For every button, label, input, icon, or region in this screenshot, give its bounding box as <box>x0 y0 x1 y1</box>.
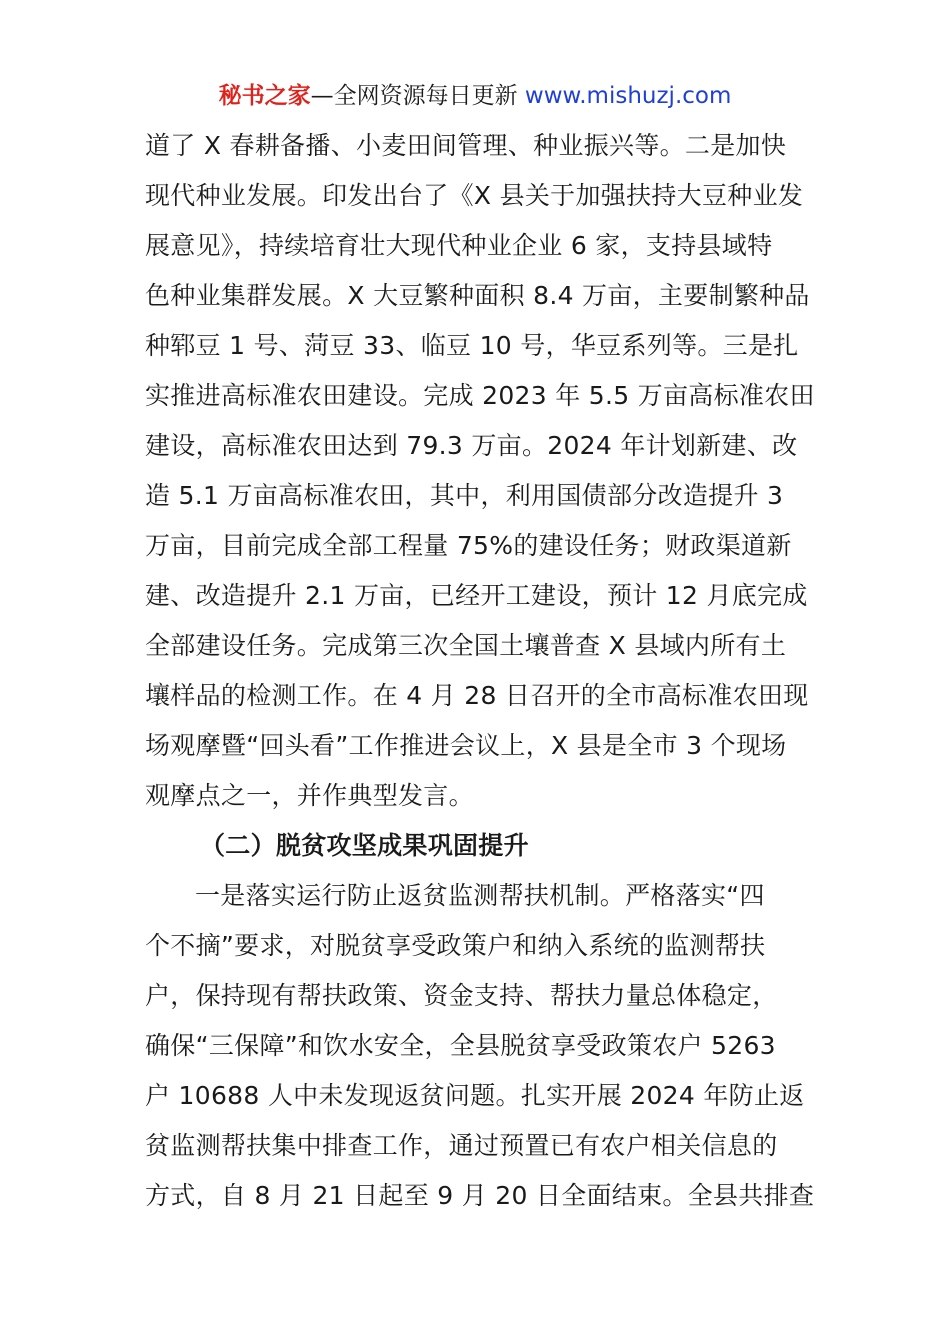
paragraph-line: 贫监测帮扶集中排查工作，通过预置已有农户相关信息的 <box>145 1131 778 1160</box>
paragraph-line: 万亩，目前完成全部工程量 75%的建设任务；财政渠道新 <box>145 531 792 560</box>
site-tagline: —全网资源每日更新 <box>310 83 525 109</box>
site-brand: 秘书之家 <box>218 83 311 109</box>
paragraph-line: 实推进高标准农田建设。完成 2023 年 5.5 万亩高标准农田 <box>145 381 815 410</box>
paragraph-line: 全部建设任务。完成第三次全国土壤普查 X 县域内所有土 <box>145 631 787 660</box>
paragraph-line: 个不摘”要求，对脱贫享受政策户和纳入系统的监测帮扶 <box>145 931 766 960</box>
paragraph-line: 建、改造提升 2.1 万亩，已经开工建设，预计 12 月底完成 <box>145 581 808 610</box>
document-body <box>145 121 815 1221</box>
paragraph-line: 方式，自 8 月 21 日起至 9 月 20 日全面结束。全县共排查 <box>145 1181 815 1210</box>
paragraph-line: 现代种业发展。印发出台了《X 县关于加强扶持大豆种业发 <box>145 181 804 210</box>
paragraph-line: 种郓豆 1 号、菏豆 33、临豆 10 号，华豆系列等。三是扎 <box>145 331 799 360</box>
paragraph-line: 一是落实运行防止返贫监测帮扶机制。严格落实“四 <box>195 881 765 910</box>
paragraph-line: 户 10688 人中未发现返贫问题。扎实开展 2024 年防止返 <box>145 1081 805 1110</box>
site-url-link[interactable]: www.mishuzj.com <box>524 83 732 109</box>
paragraph-line: 造 5.1 万亩高标准农田，其中，利用国债部分改造提升 3 <box>145 481 784 510</box>
paragraph-line: 展意见》，持续培育壮大现代种业企业 6 家，支持县域特 <box>145 231 773 260</box>
paragraph-line: 场观摩暨“回头看”工作推进会议上，X 县是全市 3 个现场 <box>145 731 787 760</box>
paragraph-line: 壤样品的检测工作。在 4 月 28 日召开的全市高标准农田现 <box>145 681 809 710</box>
paragraph-line: 建设，高标准农田达到 79.3 万亩。2024 年计划新建、改 <box>145 431 798 460</box>
paragraph-line: 观摩点之一，并作典型发言。 <box>145 781 474 810</box>
site-header <box>0 80 950 112</box>
paragraph-line: 色种业集群发展。X 大豆繁种面积 8.4 万亩，主要制繁种品 <box>145 281 810 310</box>
paragraph-line: 确保“三保障”和饮水安全，全县脱贫享受政策农户 5263 <box>145 1031 776 1060</box>
paragraph-line: 道了 X 春耕备播、小麦田间管理、种业振兴等。二是加快 <box>145 131 787 160</box>
section-heading: （二）脱贫攻坚成果巩固提升 <box>200 831 529 860</box>
paragraph-line: 户，保持现有帮扶政策、资金支持、帮扶力量总体稳定， <box>145 981 778 1010</box>
